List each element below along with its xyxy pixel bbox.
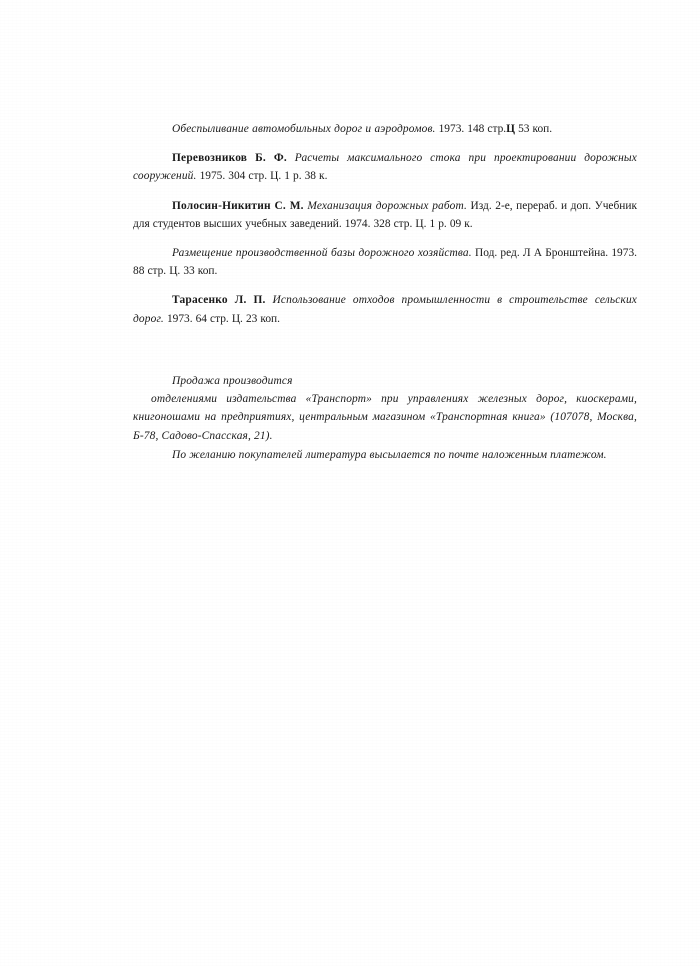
entry-author: Полосин-Никитин С. М.: [172, 199, 304, 212]
entry-imprint: Под. ред. Л А Бронштейна. 1973. 88 стр. Ц. 33 коп.: [133, 247, 637, 278]
entry-title: Механизация дорожных работ.: [303, 199, 467, 212]
sales-notice: [133, 372, 637, 464]
sales-notice-heading: Продажа производится: [172, 375, 293, 387]
catalog-entry: [133, 149, 637, 185]
entry-title: Обеспыливание автомобильных дорог и аэродромов.: [172, 123, 436, 135]
entry-price-mark: Ц: [506, 123, 516, 135]
catalog-entry: [133, 291, 637, 327]
catalog-entry: [133, 244, 637, 280]
catalog-entry-list: [133, 120, 637, 328]
catalog-entry: [133, 120, 637, 138]
entry-author: Тарасенко Л. П.: [172, 294, 266, 307]
entry-title: Расчеты максимального стока при проектировании дорожных сооружений.: [133, 152, 637, 183]
entry-price: 53 коп.: [515, 123, 553, 135]
entry-imprint: 1975. 304 стр. Ц. 1 р. 38 к.: [196, 170, 328, 183]
entry-imprint: 1973. 148 стр.: [435, 123, 507, 135]
sales-notice-paragraph-1: отделениями издательства «Транспорт» при управлениях железных дорог, киоскерами, книгоношами на предприятиях, центральным магазином «Транспортная книга» (107078, Москва, Б-78, Садово-Спасская, 21).: [133, 393, 637, 442]
sales-notice-paragraph-2: По желанию покупателей литература высылается по почте наложенным платежом.: [172, 448, 607, 461]
entry-author: Перевозников Б. Ф.: [172, 152, 287, 165]
entry-title: Использование отходов промышленности в строительстве сельских дорог.: [133, 294, 637, 325]
entry-title: Размещение производственной базы дорожного хозяйства.: [172, 247, 472, 260]
entry-imprint: 1973. 64 стр. Ц. 23 коп.: [163, 312, 280, 325]
catalog-entry: [133, 197, 637, 233]
entry-imprint: Изд. 2-е, перераб. и доп. Учебник для студентов высших учебных заведений. 1974. 328 стр. Ц. 1 р. 09 к.: [133, 199, 637, 230]
